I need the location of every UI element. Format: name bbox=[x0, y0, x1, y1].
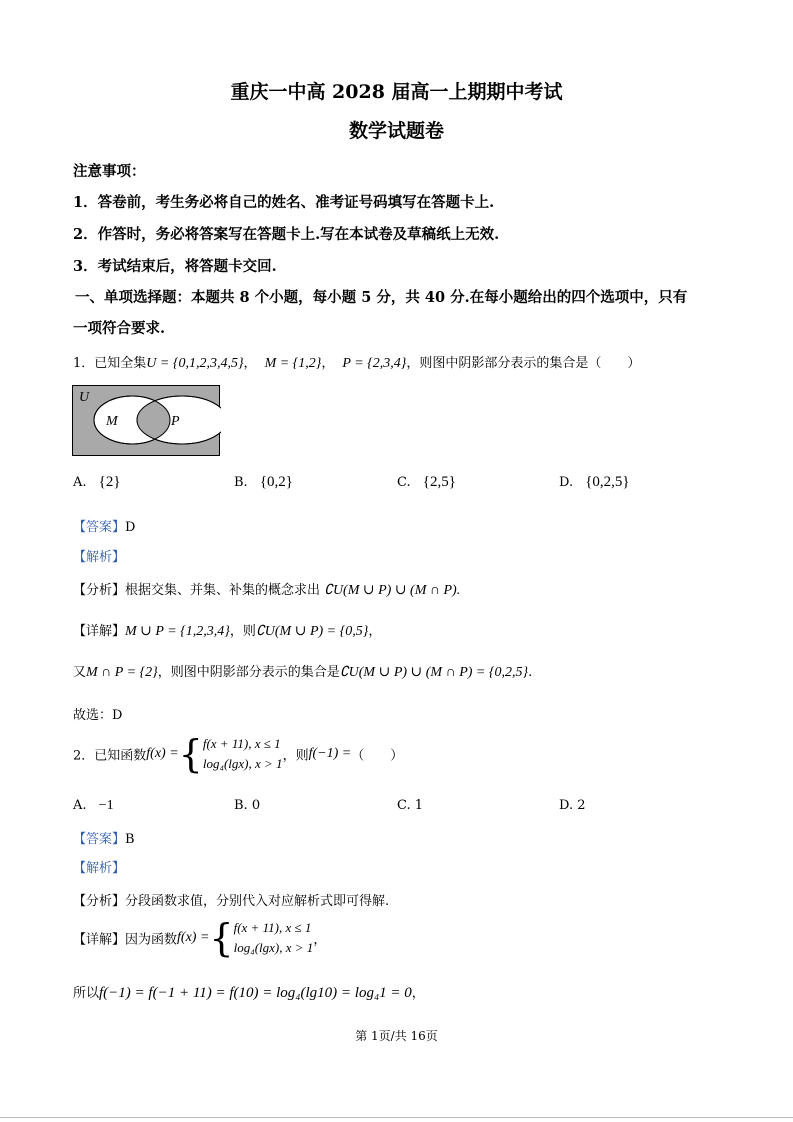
q1-sep1: ， bbox=[243, 356, 257, 371]
q2-xiangjie: 【详解】因为函数f(x) ={ f(x + 11), x ≤ 1 log₄(lgx), x > 1 ， bbox=[73, 916, 327, 960]
note-item-3: 3．考试结束后，将答题卡交回. bbox=[73, 258, 277, 275]
q2-analysis-tag: 【解析】 bbox=[73, 861, 126, 876]
note-item-1: 1．答卷前，考生务必将自己的姓名、准考证号码填写在答题卡上. bbox=[73, 194, 495, 211]
q1-you: 又M ∩ P = {2}，则图中阴影部分表示的集合是∁U(M ∪ P) ∪ (M ∩ P) = {0,2,5}. bbox=[73, 665, 533, 680]
q1-set-u: U = {0,1,2,3,4,5} bbox=[146, 356, 244, 371]
exam-title: 重庆一中高 2028 届高一上期期中考试 bbox=[230, 81, 563, 103]
q1-prefix: 1．已知全集 bbox=[73, 356, 147, 371]
q2-suoyi: 所以f(−1) = f(−1 + 11) = f(10) = log₄(lg10) = log₄1 = 0， bbox=[73, 985, 425, 1001]
q1-answer: 【答案】D bbox=[73, 520, 136, 535]
q1-option-c: C. {2,5} bbox=[397, 474, 456, 490]
bottom-rule bbox=[0, 1117, 793, 1118]
q1-suffix: ，则图中阴影部分表示的集合是（ ） bbox=[406, 356, 641, 371]
q2-fenxi: 【分析】分段函数求值，分别代入对应解析式即可得解. bbox=[73, 894, 390, 909]
venn-label-m: M bbox=[106, 414, 118, 429]
venn-label-u: U bbox=[79, 390, 90, 405]
venn-diagram bbox=[72, 385, 221, 457]
q2-option-a: A. −1 bbox=[73, 798, 114, 813]
q2-stem: 2．已知函数f(x) ={ f(x + 11), x ≤ 1 log₄(lgx), x > 1 ，则f(−1) =（ ） bbox=[73, 732, 404, 776]
q1-sep2: ， bbox=[321, 356, 335, 371]
section-heading-line1: 一、单项选择题：本题共 8 个小题，每小题 5 分，共 40 分.在每小题给出的四个选项中，只有 bbox=[75, 289, 688, 306]
q1-set-m: M = {1,2} bbox=[264, 356, 322, 371]
q1-conclusion: 故选：D bbox=[73, 708, 123, 723]
q2-option-c: C. 1 bbox=[397, 798, 424, 813]
venn-label-p: P bbox=[171, 414, 180, 429]
q1-xiangjie: 【详解】M ∪ P = {1,2,3,4}，则∁U(M ∪ P) = {0,5}， bbox=[73, 624, 382, 639]
q2-option-b: B. 0 bbox=[234, 798, 261, 813]
q1-analysis-tag: 【解析】 bbox=[73, 550, 126, 565]
q1-fenxi: 【分析】根据交集、并集、补集的概念求出 ∁U(M ∪ P) ∪ (M ∩ P). bbox=[73, 583, 461, 598]
note-item-2: 2．作答时，务必将答案写在答题卡上.写在本试卷及草稿纸上无效. bbox=[73, 226, 500, 243]
q1-set-p: P = {2,3,4} bbox=[342, 356, 407, 371]
q1-option-a: A. {2} bbox=[73, 474, 121, 490]
q1-option-d: D. {0,2,5} bbox=[559, 474, 630, 490]
exam-subtitle: 数学试题卷 bbox=[348, 120, 444, 142]
q1-option-b: B. {0,2} bbox=[234, 474, 293, 490]
page-footer: 第 1页/共 16页 bbox=[355, 1029, 438, 1043]
q2-answer: 【答案】B bbox=[73, 832, 135, 847]
q1-stem bbox=[73, 352, 640, 372]
section-heading-line2: 一项符合要求. bbox=[73, 320, 166, 337]
notes-heading: 注意事项： bbox=[73, 163, 146, 180]
q2-option-d: D. 2 bbox=[559, 798, 586, 813]
